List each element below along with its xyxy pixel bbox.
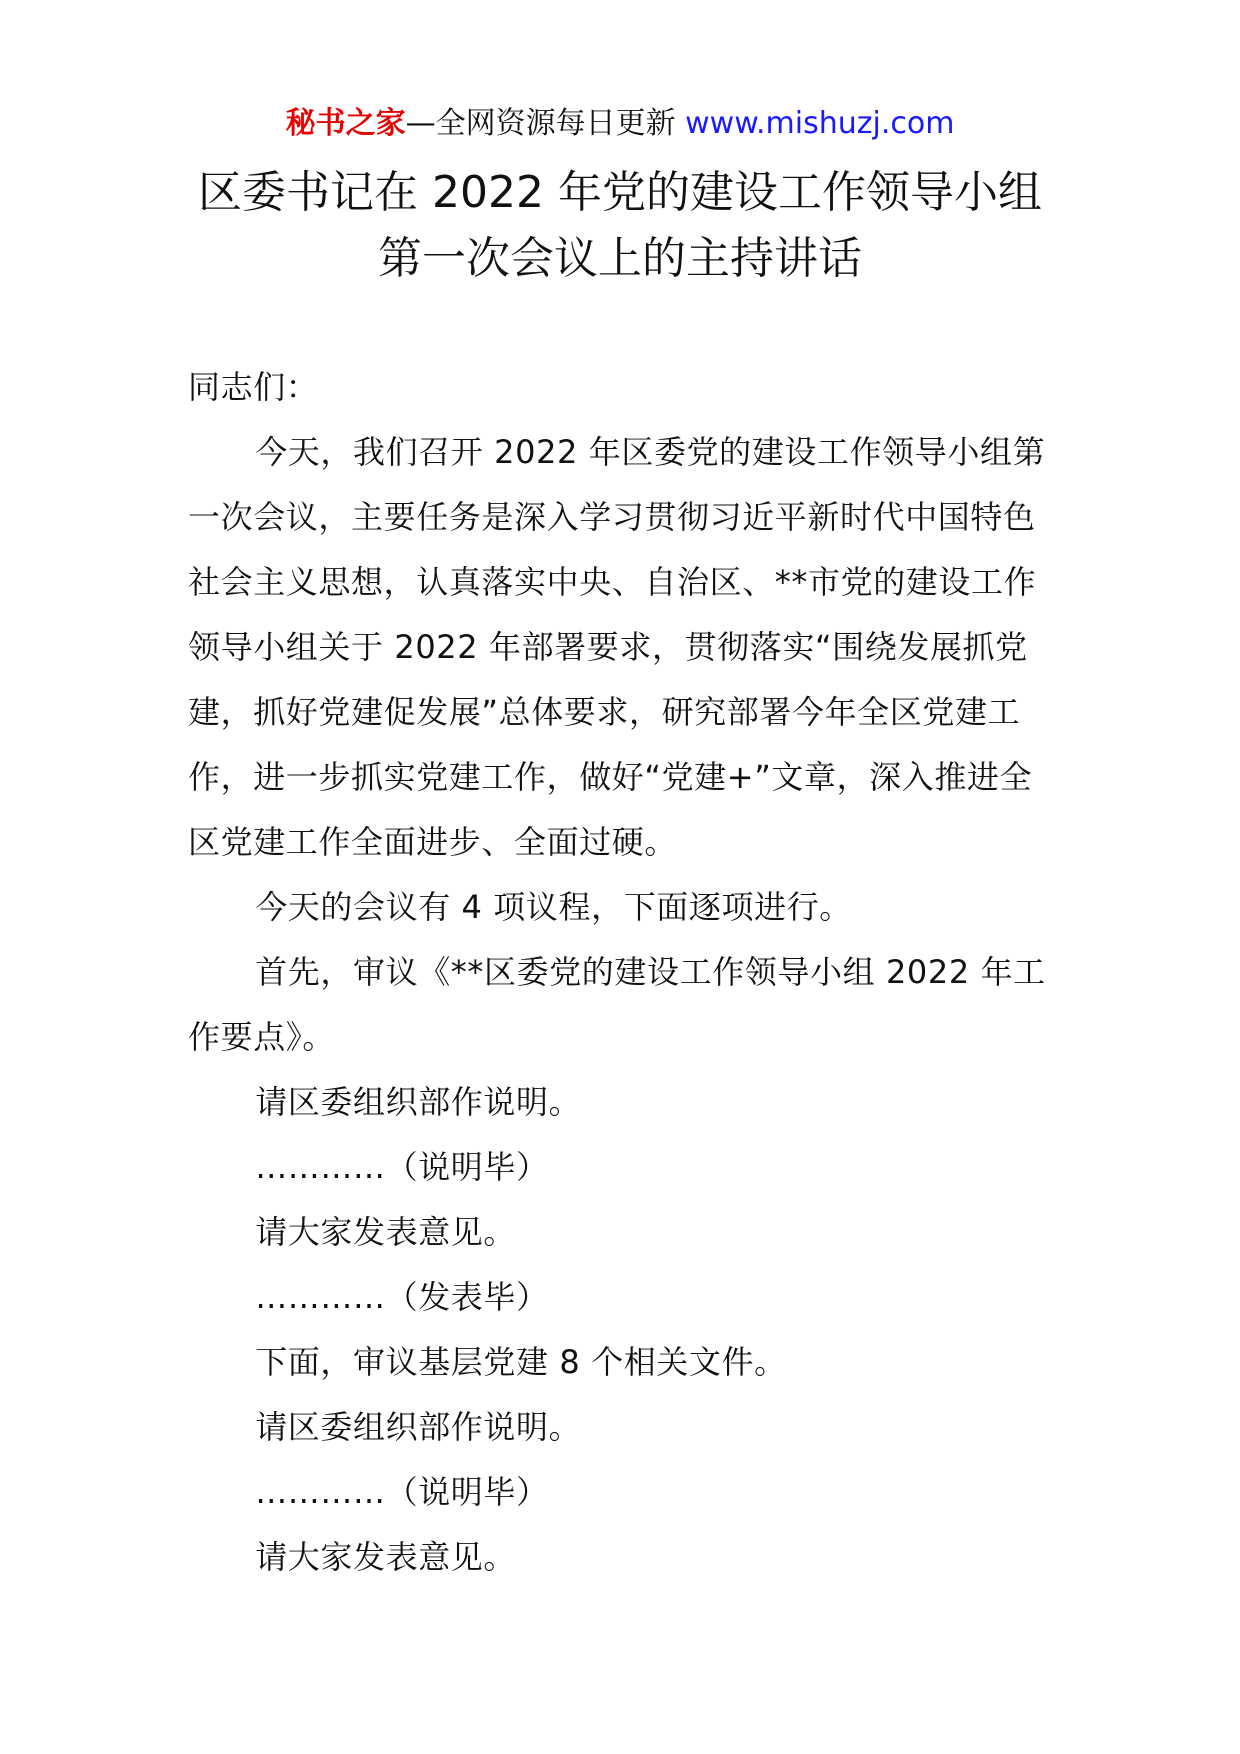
paragraph-request-opinions: 请大家发表意见。 (255, 1213, 516, 1251)
paragraph-opinions-done: …………（发表毕） (255, 1278, 549, 1316)
salutation: 同志们： (188, 368, 319, 406)
brand-name: 秘书之家 (285, 106, 406, 141)
paragraph-item-1: 首先，审议《**区委党的建设工作领导小组 2022 年工作要点》。 (188, 953, 1046, 1056)
paragraph-agenda: 今天的会议有 4 项议程，下面逐项进行。 (255, 888, 852, 926)
title-line-2: 第一次会议上的主持讲话 (378, 233, 862, 284)
paragraph-explanation-done-2: …………（说明毕） (255, 1473, 549, 1511)
document-body (188, 355, 1060, 1590)
header-tagline: —全网资源每日更新 (405, 106, 676, 141)
site-url-link[interactable]: www.mishuzj.com (685, 106, 955, 141)
document-title (0, 160, 1240, 292)
paragraph-opening: 今天，我们召开 2022 年区委党的建设工作领导小组第一次会议，主要任务是深入学习贯彻习近平新时代中国特色社会主义思想，认真落实中央、自治区、**市党的建设工作领导小组关于 2022 年部署要求，贯彻落实“围绕发展抓党建，抓好党建促发展”总体要求，研究部署今年全区党建工作，进一步抓实党建工作，做好“党建+”文章，深入推进全区党建工作全面进步、全面过硬。 (188, 433, 1046, 861)
paragraph-request-opinions-2: 请大家发表意见。 (255, 1538, 516, 1576)
paragraph-item-2: 下面，审议基层党建 8 个相关文件。 (255, 1343, 787, 1381)
paragraph-explanation-done: …………（说明毕） (255, 1148, 549, 1186)
paragraph-request-explanation: 请区委组织部作说明。 (255, 1083, 582, 1121)
paragraph-request-explanation-2: 请区委组织部作说明。 (255, 1408, 582, 1446)
title-line-1: 区委书记在 2022 年党的建设工作领导小组 (198, 167, 1042, 218)
site-header (0, 104, 1240, 144)
